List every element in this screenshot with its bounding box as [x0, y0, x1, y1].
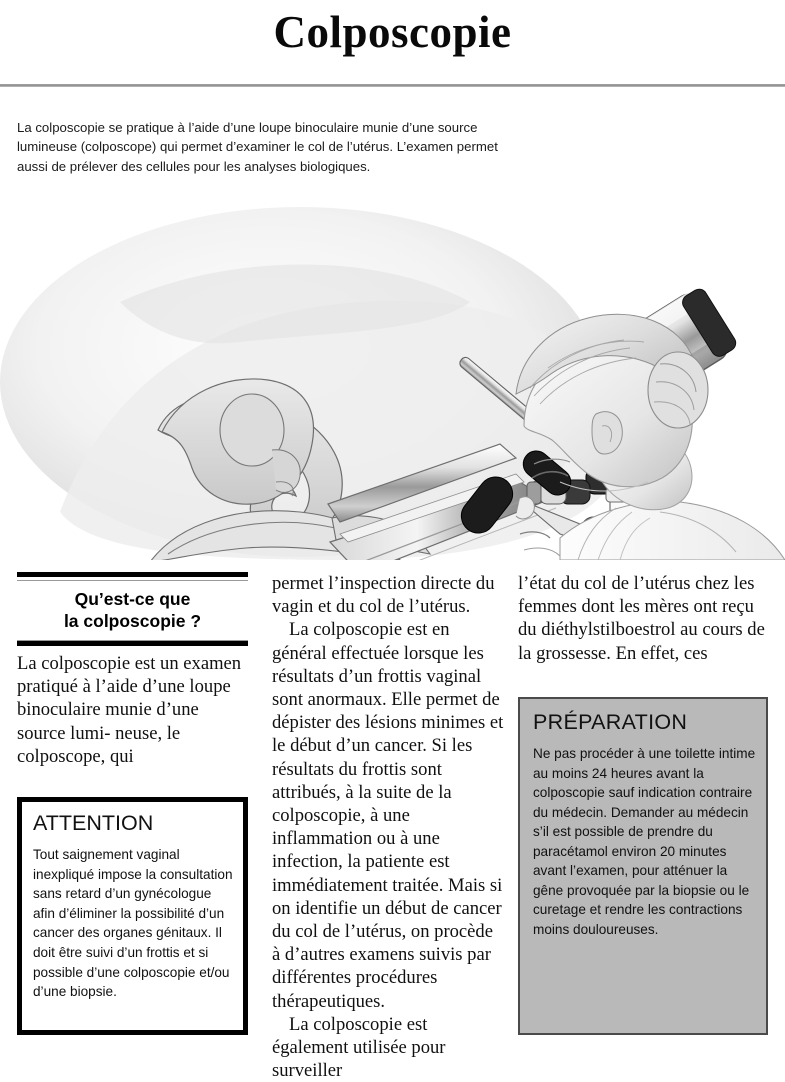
section-heading	[17, 581, 248, 640]
illustration-svg	[0, 182, 785, 560]
intro-paragraph: La colposcopie se pratique à l’aide d’une loupe binoculaire munie d’une source lumineuse (colposcope) qui permet d’examiner le col de l’utérus. L’examen permet aussi de prélever des cellules pour les analyses biologiques.	[17, 120, 498, 174]
section-heading-line-2: la colposcopie ?	[63, 611, 202, 631]
preparation-text: Ne pas procéder à une toilette intime au moins 24 heures avant la colposcopie sauf indication contraire du médecin. Demander au médecin s’il est possible de prendre du paracétamol environ 20 minutes avant l’examen, pour atténuer la gêne provoquée par la biopsie ou le curetage et rendre les contractions moins douloureuses.	[533, 746, 756, 937]
heading-rule-bottom	[17, 641, 248, 646]
column-left	[17, 572, 248, 768]
attention-text: Tout saignement vaginal inexpliqué impose la consultation sans retard d’un gynécologue afin d’éliminer la possibilité d’un cancer des organes génitaux. Il doit être suivi d’un frottis et si possible d’une colposcopie et/ou d’une biopsie.	[33, 847, 233, 1000]
heading-rule-top	[17, 572, 248, 577]
preparation-callout-box	[518, 697, 768, 1035]
hair-bun	[648, 352, 708, 428]
attention-title: ATTENTION	[33, 811, 154, 835]
paragraph: permet l’inspection directe du vagin et du col de l’utérus.	[272, 573, 495, 618]
page-title: Colposcopie	[273, 7, 512, 57]
column-middle	[272, 572, 504, 1082]
header-divider	[0, 84, 785, 87]
paragraph: La colposcopie est également utilisée pour surveiller	[272, 1013, 446, 1082]
column-right	[518, 572, 768, 665]
preparation-title: PRÉPARATION	[533, 710, 688, 734]
attention-callout-box	[17, 797, 248, 1035]
paragraph: La colposcopie est en général effectuée lorsque les résultats d’un frottis vaginal sont anormaux. Elle permet de dépister des lésions minimes et le début d’un cancer. Si les résultats du frottis sont attribués, à la suite de la colposcopie, à une inflammation ou à une infection, la patiente est immédiatement traitée. Mais si on identifie un début de cancer du col de l’utérus, on procède à d’autres examens suivis par différentes procédures thérapeutiques.	[272, 619, 504, 1012]
paragraph: La colposcopie est un examen pratiqué à l’aide d’une loupe binoculaire munie d’une source lumi- neuse, le colposcope, qui	[17, 653, 242, 767]
paragraph: l’état du col de l’utérus chez les femmes dont les mères ont reçu du diéthylstilboestrol au cours de la grossesse. En effet, ces	[518, 573, 765, 664]
column-left-body	[17, 652, 248, 768]
ear	[592, 412, 622, 454]
section-heading-line-1: Qu’est-ce que	[74, 589, 191, 609]
anatomical-illustration	[0, 182, 785, 560]
